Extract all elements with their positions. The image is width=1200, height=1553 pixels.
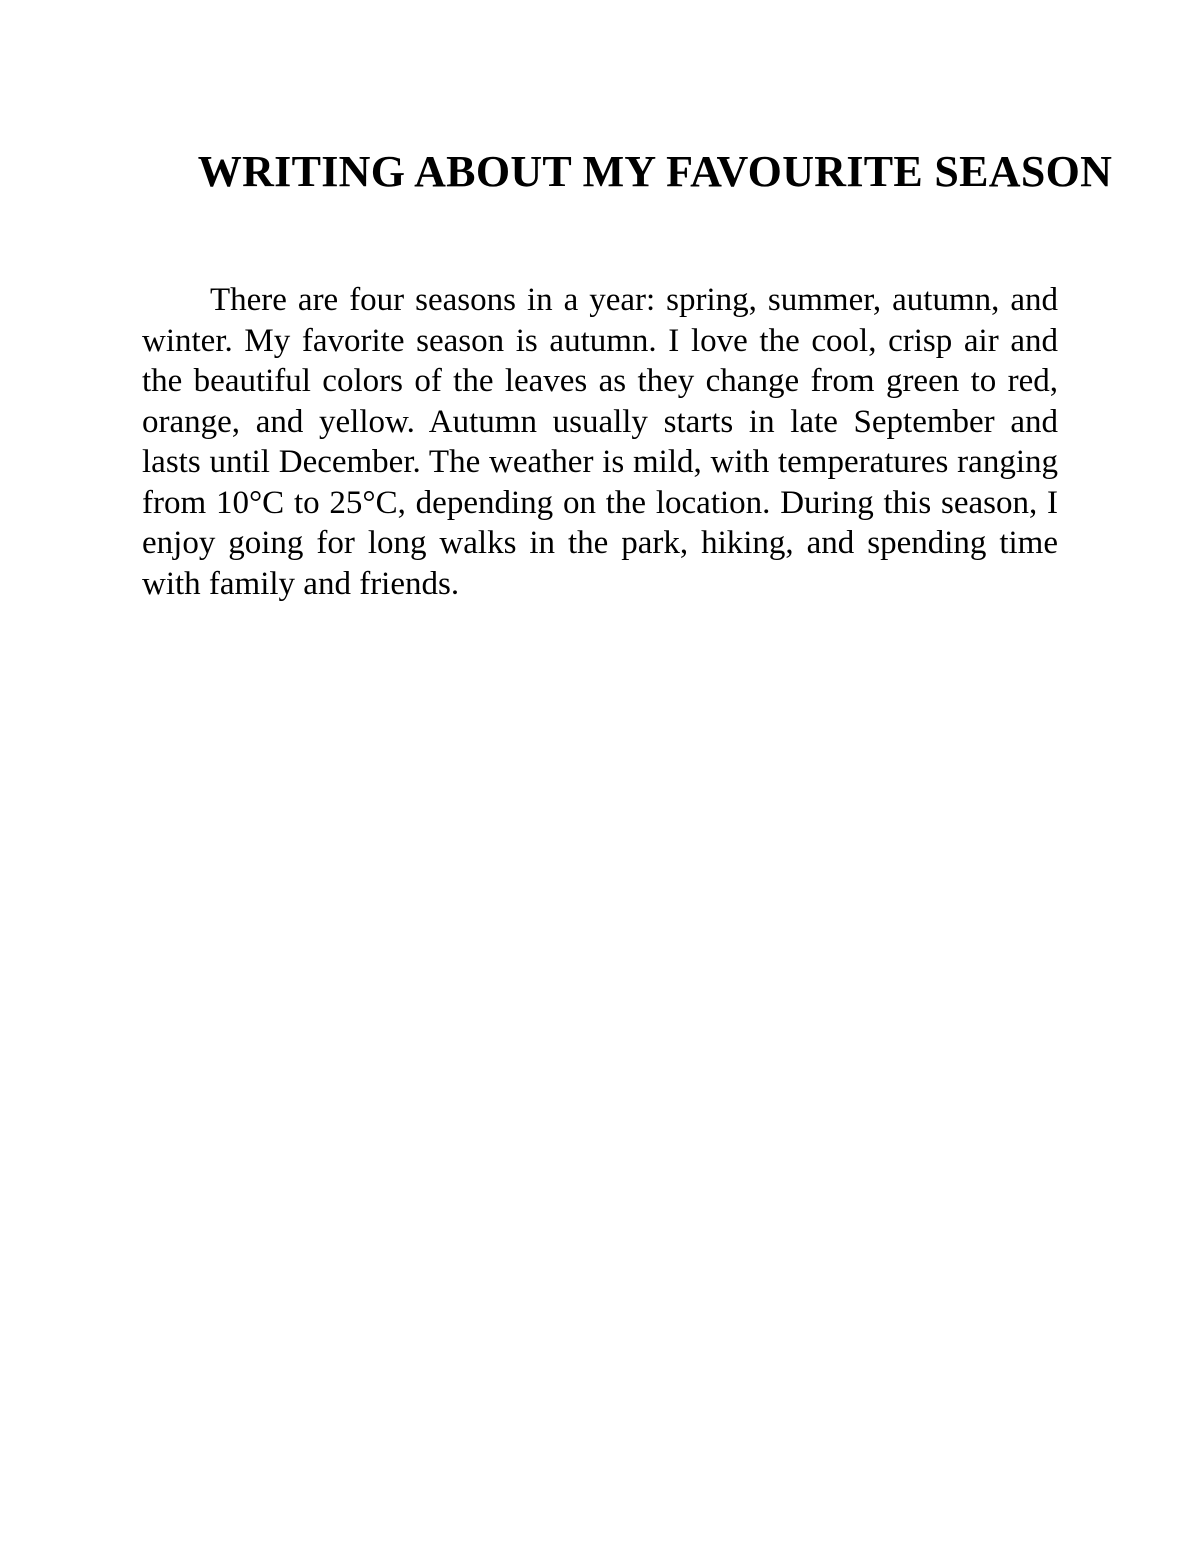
body-paragraph: There are four seasons in a year: spring, summer, autumn, and winter. My favorite season is autumn. I love the cool, crisp air and the beautiful colors of the leaves as they change from green to red, orange, and yellow. Autumn usually starts in late September and lasts until December. The weather is mild, with temperatures ranging from 10°C to 25°C, depending on the location. During this season, I enjoy going for long walks in the park, hiking, and spending time with family and friends. <box>142 282 1058 602</box>
document-title: WRITING ABOUT MY FAVOURITE SEASON <box>197 147 1113 196</box>
